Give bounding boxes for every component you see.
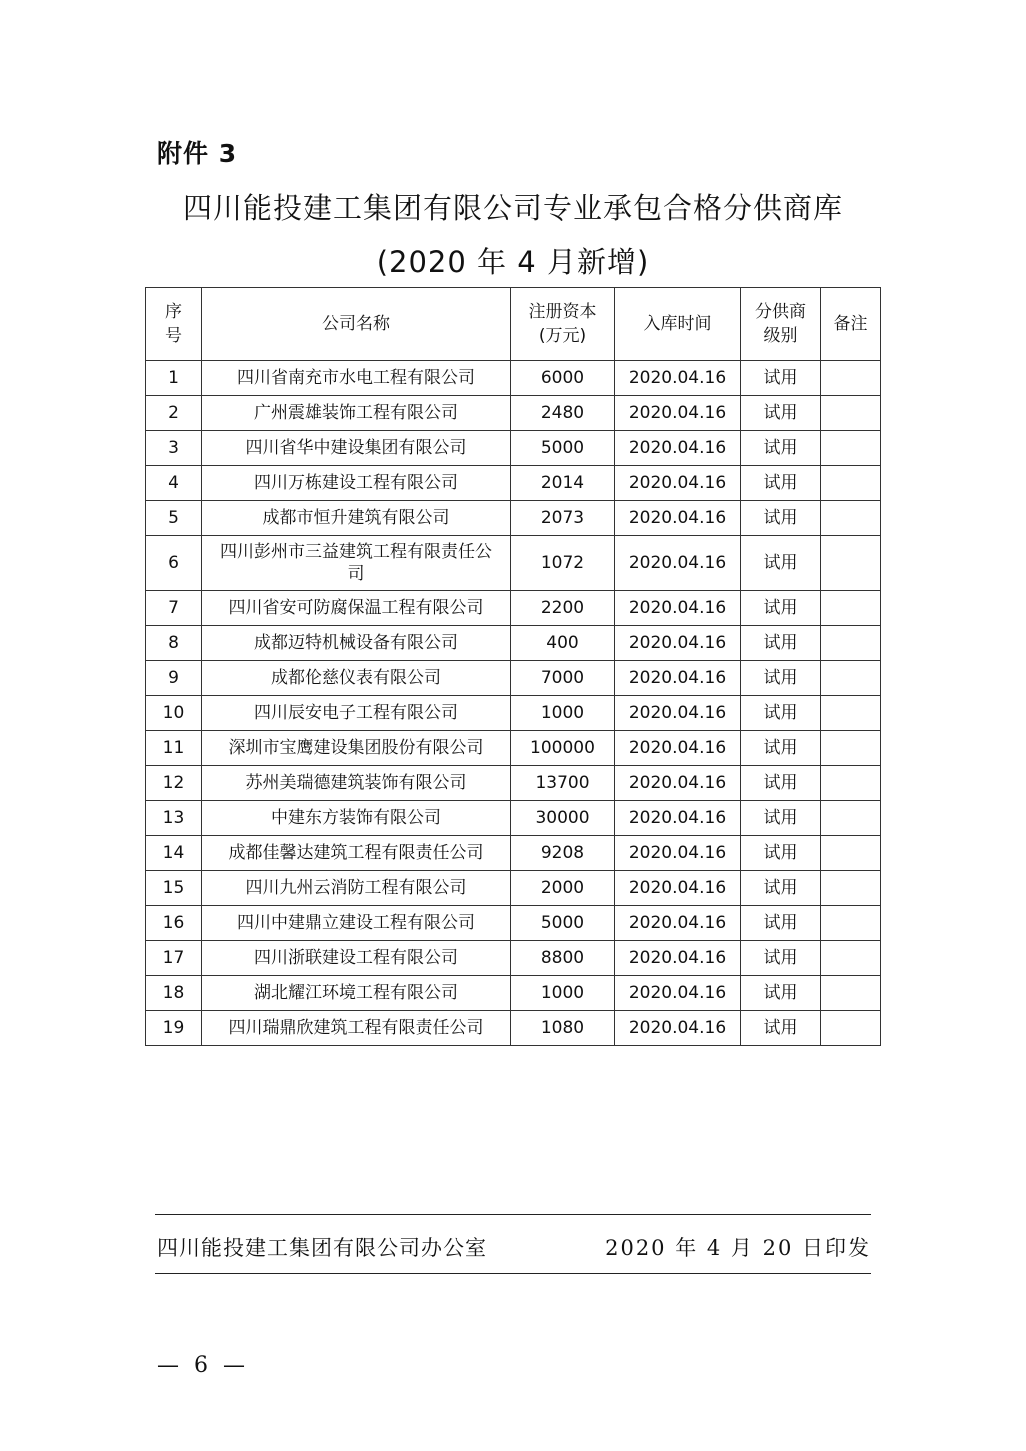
cell-note	[821, 626, 881, 661]
cell-seq: 12	[146, 766, 202, 801]
cell-seq: 4	[146, 466, 202, 501]
footer-issuer: 四川能投建工集团有限公司办公室	[157, 1236, 487, 1260]
table-body	[146, 361, 881, 1046]
table-row	[146, 836, 881, 871]
cell-level: 试用	[741, 976, 821, 1011]
cell-capital: 100000	[511, 731, 615, 766]
document-title: 四川能投建工集团有限公司专业承包合格分供商库	[182, 191, 843, 225]
cell-level: 试用	[741, 766, 821, 801]
cell-level: 试用	[741, 696, 821, 731]
cell-capital: 2073	[511, 501, 615, 536]
cell-note	[821, 731, 881, 766]
cell-seq: 14	[146, 836, 202, 871]
cell-note	[821, 466, 881, 501]
cell-date: 2020.04.16	[615, 361, 741, 396]
table-row	[146, 501, 881, 536]
cell-note	[821, 591, 881, 626]
cell-date: 2020.04.16	[615, 836, 741, 871]
table-row	[146, 766, 881, 801]
cell-date: 2020.04.16	[615, 626, 741, 661]
cell-note	[821, 871, 881, 906]
cell-seq: 2	[146, 396, 202, 431]
table-row	[146, 941, 881, 976]
cell-capital: 30000	[511, 801, 615, 836]
supplier-table	[145, 287, 881, 1046]
cell-note	[821, 396, 881, 431]
cell-date: 2020.04.16	[615, 976, 741, 1011]
cell-level: 试用	[741, 466, 821, 501]
cell-date: 2020.04.16	[615, 1011, 741, 1046]
cell-seq: 3	[146, 431, 202, 466]
cell-name: 广州震雄装饰工程有限公司	[202, 396, 511, 431]
table-row	[146, 801, 881, 836]
cell-name: 成都佳馨达建筑工程有限责任公司	[202, 836, 511, 871]
cell-date: 2020.04.16	[615, 396, 741, 431]
header-name: 公司名称	[202, 288, 511, 361]
cell-note	[821, 536, 881, 591]
cell-note	[821, 696, 881, 731]
cell-seq: 13	[146, 801, 202, 836]
header-note: 备注	[821, 288, 881, 361]
cell-seq: 8	[146, 626, 202, 661]
cell-level: 试用	[741, 836, 821, 871]
cell-name: 四川浙联建设工程有限公司	[202, 941, 511, 976]
cell-level: 试用	[741, 626, 821, 661]
table-row	[146, 591, 881, 626]
footer-top-rule	[155, 1214, 871, 1215]
cell-date: 2020.04.16	[615, 801, 741, 836]
cell-name: 四川省南充市水电工程有限公司	[202, 361, 511, 396]
cell-date: 2020.04.16	[615, 696, 741, 731]
cell-level: 试用	[741, 396, 821, 431]
cell-date: 2020.04.16	[615, 906, 741, 941]
cell-name: 四川省安可防腐保温工程有限公司	[202, 591, 511, 626]
cell-date: 2020.04.16	[615, 871, 741, 906]
cell-name: 四川省华中建设集团有限公司	[202, 431, 511, 466]
cell-name: 四川中建鼎立建设工程有限公司	[202, 906, 511, 941]
cell-capital: 2000	[511, 871, 615, 906]
cell-capital: 400	[511, 626, 615, 661]
cell-level: 试用	[741, 1011, 821, 1046]
cell-note	[821, 431, 881, 466]
cell-date: 2020.04.16	[615, 466, 741, 501]
table-row	[146, 536, 881, 591]
cell-seq: 18	[146, 976, 202, 1011]
cell-note	[821, 361, 881, 396]
cell-level: 试用	[741, 661, 821, 696]
cell-name: 四川彭州市三益建筑工程有限责任公司	[202, 536, 511, 591]
cell-level: 试用	[741, 361, 821, 396]
cell-name: 中建东方装饰有限公司	[202, 801, 511, 836]
cell-level: 试用	[741, 731, 821, 766]
cell-capital: 1072	[511, 536, 615, 591]
cell-date: 2020.04.16	[615, 941, 741, 976]
cell-level: 试用	[741, 801, 821, 836]
table-row	[146, 1011, 881, 1046]
cell-capital: 5000	[511, 431, 615, 466]
cell-note	[821, 836, 881, 871]
cell-level: 试用	[741, 501, 821, 536]
cell-seq: 6	[146, 536, 202, 591]
cell-seq: 9	[146, 661, 202, 696]
cell-date: 2020.04.16	[615, 431, 741, 466]
table-row	[146, 661, 881, 696]
cell-name: 深圳市宝鹰建设集团股份有限公司	[202, 731, 511, 766]
cell-name: 苏州美瑞德建筑装饰有限公司	[202, 766, 511, 801]
cell-name: 成都迈特机械设备有限公司	[202, 626, 511, 661]
cell-level: 试用	[741, 941, 821, 976]
cell-note	[821, 661, 881, 696]
cell-name: 四川九州云消防工程有限公司	[202, 871, 511, 906]
header-seq: 序号	[146, 288, 202, 361]
cell-note	[821, 801, 881, 836]
cell-capital: 9208	[511, 836, 615, 871]
header-capital: 注册资本(万元)	[511, 288, 615, 361]
cell-note	[821, 501, 881, 536]
table-row	[146, 906, 881, 941]
cell-seq: 1	[146, 361, 202, 396]
cell-name: 四川瑞鼎欣建筑工程有限责任公司	[202, 1011, 511, 1046]
cell-level: 试用	[741, 591, 821, 626]
cell-date: 2020.04.16	[615, 731, 741, 766]
table-row	[146, 696, 881, 731]
cell-capital: 2480	[511, 396, 615, 431]
cell-name: 成都伦慈仪表有限公司	[202, 661, 511, 696]
cell-capital: 6000	[511, 361, 615, 396]
cell-seq: 5	[146, 501, 202, 536]
cell-level: 试用	[741, 871, 821, 906]
cell-name: 四川辰安电子工程有限公司	[202, 696, 511, 731]
table-row	[146, 626, 881, 661]
cell-note	[821, 941, 881, 976]
table-row	[146, 396, 881, 431]
cell-seq: 15	[146, 871, 202, 906]
cell-capital: 2200	[511, 591, 615, 626]
table-header-row	[146, 288, 881, 361]
cell-seq: 7	[146, 591, 202, 626]
cell-capital: 8800	[511, 941, 615, 976]
cell-date: 2020.04.16	[615, 766, 741, 801]
cell-seq: 17	[146, 941, 202, 976]
cell-name: 四川万栋建设工程有限公司	[202, 466, 511, 501]
cell-name: 湖北耀江环境工程有限公司	[202, 976, 511, 1011]
header-level: 分供商级别	[741, 288, 821, 361]
table-row	[146, 466, 881, 501]
cell-capital: 1080	[511, 1011, 615, 1046]
document-subtitle: (2020 年 4 月新增)	[376, 245, 650, 279]
cell-capital: 13700	[511, 766, 615, 801]
cell-level: 试用	[741, 906, 821, 941]
table-row	[146, 431, 881, 466]
footer-issue-date: 2020 年 4 月 20 日印发	[605, 1236, 871, 1260]
cell-note	[821, 906, 881, 941]
cell-capital: 1000	[511, 976, 615, 1011]
cell-capital: 1000	[511, 696, 615, 731]
attachment-label: 附件 3	[157, 139, 238, 168]
table-row	[146, 976, 881, 1011]
cell-note	[821, 766, 881, 801]
table-row	[146, 731, 881, 766]
cell-capital: 7000	[511, 661, 615, 696]
table-row	[146, 871, 881, 906]
cell-seq: 11	[146, 731, 202, 766]
cell-capital: 5000	[511, 906, 615, 941]
table-row	[146, 361, 881, 396]
cell-seq: 10	[146, 696, 202, 731]
cell-date: 2020.04.16	[615, 661, 741, 696]
cell-level: 试用	[741, 536, 821, 591]
cell-note	[821, 1011, 881, 1046]
cell-seq: 19	[146, 1011, 202, 1046]
cell-date: 2020.04.16	[615, 536, 741, 591]
footer-bottom-rule	[155, 1273, 871, 1274]
page-number: — 6 —	[157, 1353, 249, 1378]
cell-seq: 16	[146, 906, 202, 941]
cell-date: 2020.04.16	[615, 501, 741, 536]
header-date: 入库时间	[615, 288, 741, 361]
cell-capital: 2014	[511, 466, 615, 501]
cell-name: 成都市恒升建筑有限公司	[202, 501, 511, 536]
cell-date: 2020.04.16	[615, 591, 741, 626]
cell-level: 试用	[741, 431, 821, 466]
cell-note	[821, 976, 881, 1011]
